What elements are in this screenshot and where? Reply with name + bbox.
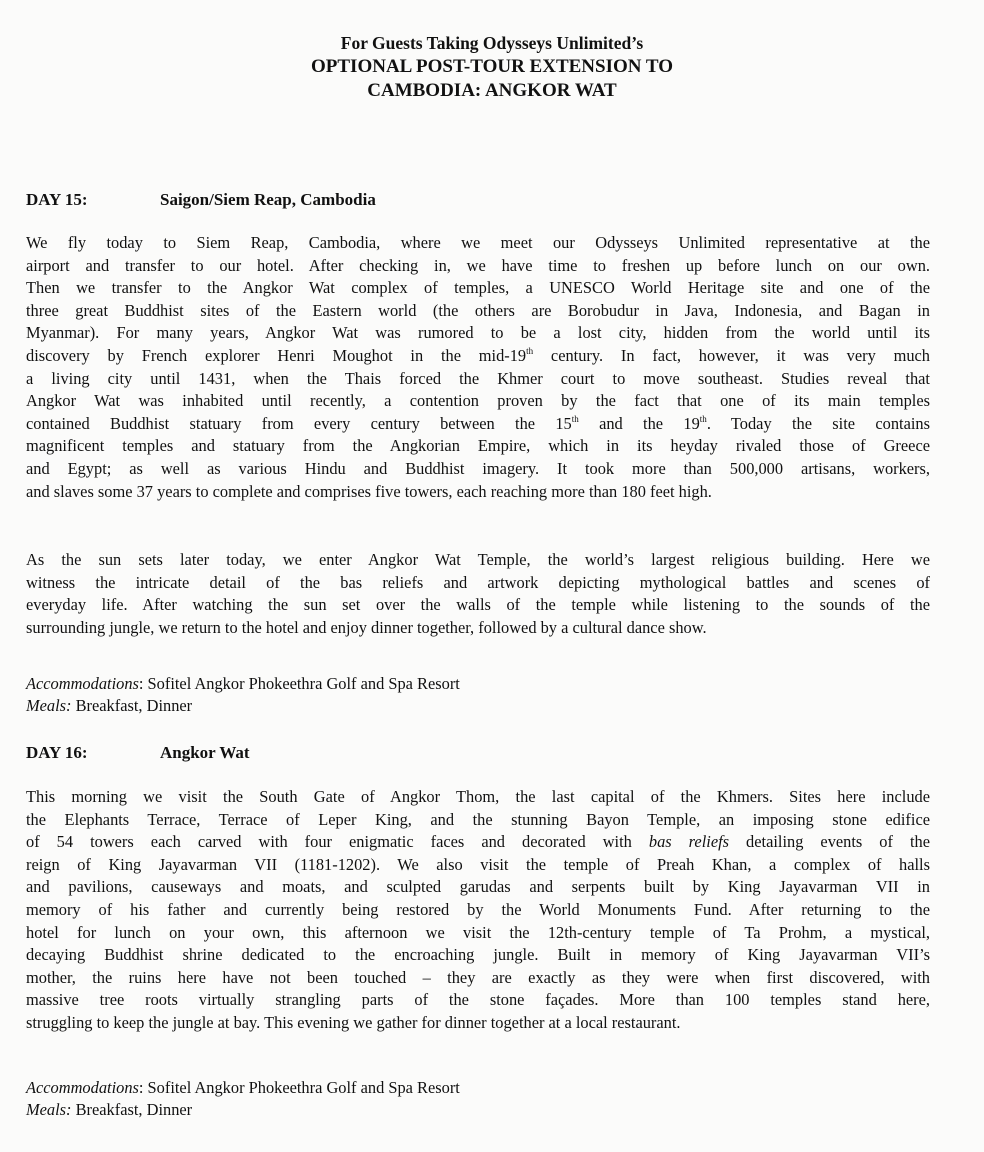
day15-title: Saigon/Siem Reap, Cambodia: [160, 190, 376, 209]
document-header: [0, 31, 984, 103]
paragraph-line: [26, 345, 930, 368]
paragraph-line: As the sun sets later today, we enter Angkor Wat Temple, the world’s largest religious building. Here we: [26, 550, 930, 569]
day16-title: Angkor Wat: [160, 743, 250, 762]
superscript: th: [526, 345, 534, 356]
text-run: . Today the site contains: [706, 413, 931, 433]
paragraph-line: and Egypt; as well as various Hindu and Buddhist imagery. It took more than 500,000 artisans, workers,: [26, 458, 930, 478]
paragraph-line: the Elephants Terrace, Terrace of Leper King, and the stunning Bayon Temple, an imposing stone edifice: [26, 809, 930, 829]
paragraph-line: witness the intricate detail of the bas reliefs and artwork depicting mythological battles and scenes of: [26, 572, 930, 592]
day15-label: DAY 15:: [26, 190, 88, 209]
accommodations-value: : Sofitel Angkor Phokeethra Golf and Spa Resort: [138, 1078, 460, 1097]
text-run: of 54 towers each carved with four enigmatic faces and decorated with: [26, 832, 649, 852]
paragraph-line: hotel for lunch on your own, this afternoon we visit the 12th-century temple of Ta Prohm, a mystical,: [26, 922, 930, 942]
paragraph-line: Then we transfer to the Angkor Wat complex of temples, a UNESCO World Heritage site and one of the: [26, 278, 930, 298]
meals-label: Meals:: [26, 1100, 72, 1119]
emphasis: bas reliefs: [648, 832, 730, 852]
paragraph-line: surrounding jungle, we return to the hotel and enjoy dinner together, followed by a cultural dance show.: [26, 617, 707, 637]
paragraph-line: This morning we visit the South Gate of Angkor Thom, the last capital of the Khmers. Sites here include: [26, 787, 930, 806]
paragraph-line: reign of King Jayavarman VII (1181-1202). We also visit the temple of Preah Khan, a complex of halls: [26, 854, 930, 874]
day16-label: DAY 16:: [26, 743, 88, 762]
paragraph-line: everyday life. After watching the sun set over the walls of the temple while listening to the sounds of the: [26, 595, 930, 615]
text-run: contained Buddhist statuary from every century between the 15: [26, 413, 572, 433]
paragraph-line: magnificent temples and statuary from the Angkorian Empire, which in its heyday rivaled those of Greece: [26, 436, 930, 456]
paragraph-line: memory of his father and currently being restored by the World Monuments Fund. After returning to the: [26, 899, 930, 919]
day16-meals: [26, 1099, 192, 1121]
text-run: and the 19: [578, 413, 700, 433]
paragraph-line: struggling to keep the jungle at bay. This evening we gather for dinner together at a local restaurant.: [26, 1012, 681, 1032]
header-line-2: OPTIONAL POST-TOUR EXTENSION TO: [311, 56, 673, 77]
superscript: th: [699, 413, 707, 424]
day16-paragraph: [26, 786, 930, 1035]
text-run: century. In fact, however, it was very much: [533, 345, 930, 365]
paragraph-line: We fly today to Siem Reap, Cambodia, where we meet our Odysseys Unlimited representative at the: [26, 233, 930, 252]
meals-label: Meals:: [26, 696, 72, 715]
paragraph-line: and slaves some 37 years to complete and comprises five towers, each reaching more than 180 feet high.: [26, 481, 712, 501]
accommodations-label: Accommodations: [26, 1078, 139, 1097]
day15-heading: [26, 190, 376, 210]
meals-value: Breakfast, Dinner: [71, 1100, 193, 1119]
accommodations-value: : Sofitel Angkor Phokeethra Golf and Spa Resort: [138, 674, 460, 693]
paragraph-line: [26, 831, 930, 854]
paragraph-line: three great Buddhist sites of the Eastern world (the others are Borobudur in Java, Indonesia, and Bagan in: [26, 300, 930, 320]
text-run: detailing events of the: [729, 832, 930, 852]
header-line-1: For Guests Taking Odysseys Unlimited’s: [340, 33, 644, 53]
day16-accommodations: [26, 1077, 460, 1099]
paragraph-line: airport and transfer to our hotel. After checking in, we have time to freshen up before lunch on our own.: [26, 255, 930, 275]
paragraph-line: and pavilions, causeways and moats, and sculpted garudas and serpents built by King Jayavarman VII in: [26, 877, 930, 897]
meals-value: Breakfast, Dinner: [71, 696, 193, 715]
day15-paragraph-1: [26, 232, 930, 503]
paragraph-line: decaying Buddhist shrine dedicated to the encroaching jungle. Built in memory of King Jayavarman VII’s: [26, 945, 930, 965]
text-run: discovery by French explorer Henri Moughot in the mid-19: [26, 345, 527, 365]
header-line-3: CAMBODIA: ANGKOR WAT: [367, 80, 617, 101]
day15-accommodations: [26, 673, 460, 695]
paragraph-line: mother, the ruins here have not been touched – they are exactly as they were when first discovered, with: [26, 967, 930, 987]
day15-paragraph-2: [26, 549, 930, 639]
accommodations-label: Accommodations: [26, 674, 139, 693]
paragraph-line: Angkor Wat was inhabited until recently, a contention proven by the fact that one of its main temples: [26, 391, 930, 411]
paragraph-line: massive tree roots virtually strangling parts of the stone façades. More than 100 temples stand here,: [26, 990, 930, 1010]
day16-heading: [26, 743, 250, 763]
paragraph-line: Myanmar). For many years, Angkor Wat was rumored to be a lost city, hidden from the world until its: [26, 323, 930, 343]
day15-meals: [26, 695, 192, 717]
paragraph-line: a living city until 1431, when the Thais forced the Khmer court to move southeast. Studies reveal that: [26, 368, 930, 388]
superscript: th: [571, 413, 579, 424]
paragraph-line: [26, 413, 930, 436]
